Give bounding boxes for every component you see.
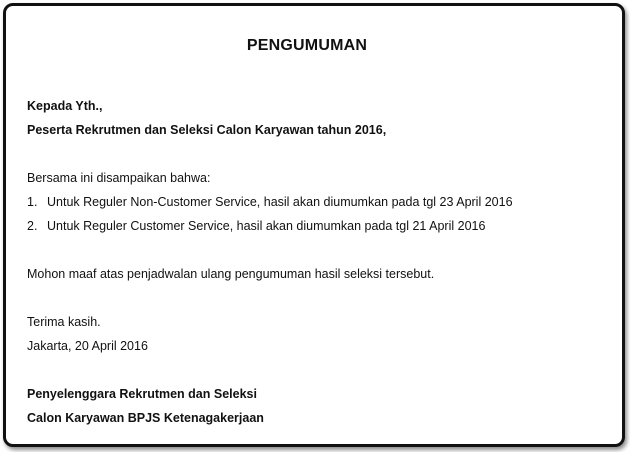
closing-text: Terima kasih. bbox=[27, 315, 101, 329]
list-item-number: 1. bbox=[27, 195, 38, 209]
announcement-title: PENGUMUMAN bbox=[246, 37, 368, 54]
signature-organization: Calon Karyawan BPJS Ketenagakerjaan bbox=[27, 411, 264, 425]
signature-organizer: Penyelenggara Rekrutmen dan Seleksi bbox=[27, 387, 257, 401]
recipient-line: Peserta Rekrutmen dan Seleksi Calon Karyawan tahun 2016, bbox=[27, 123, 387, 137]
apology-text: Mohon maaf atas penjadwalan ulang pengumuman hasil seleksi tersebut. bbox=[27, 267, 435, 281]
place-date: Jakarta, 20 April 2016 bbox=[27, 339, 148, 353]
salutation: Kepada Yth., bbox=[27, 99, 103, 113]
list-item-text: Untuk Reguler Non-Customer Service, hasil akan diumumkan pada tgl 23 April 2016 bbox=[47, 195, 513, 209]
announcement-panel bbox=[3, 3, 625, 447]
intro-text: Bersama ini disampaikan bahwa: bbox=[27, 171, 211, 185]
list-item-number: 2. bbox=[27, 219, 38, 233]
list-item-text: Untuk Reguler Customer Service, hasil akan diumumkan pada tgl 21 April 2016 bbox=[47, 219, 486, 233]
